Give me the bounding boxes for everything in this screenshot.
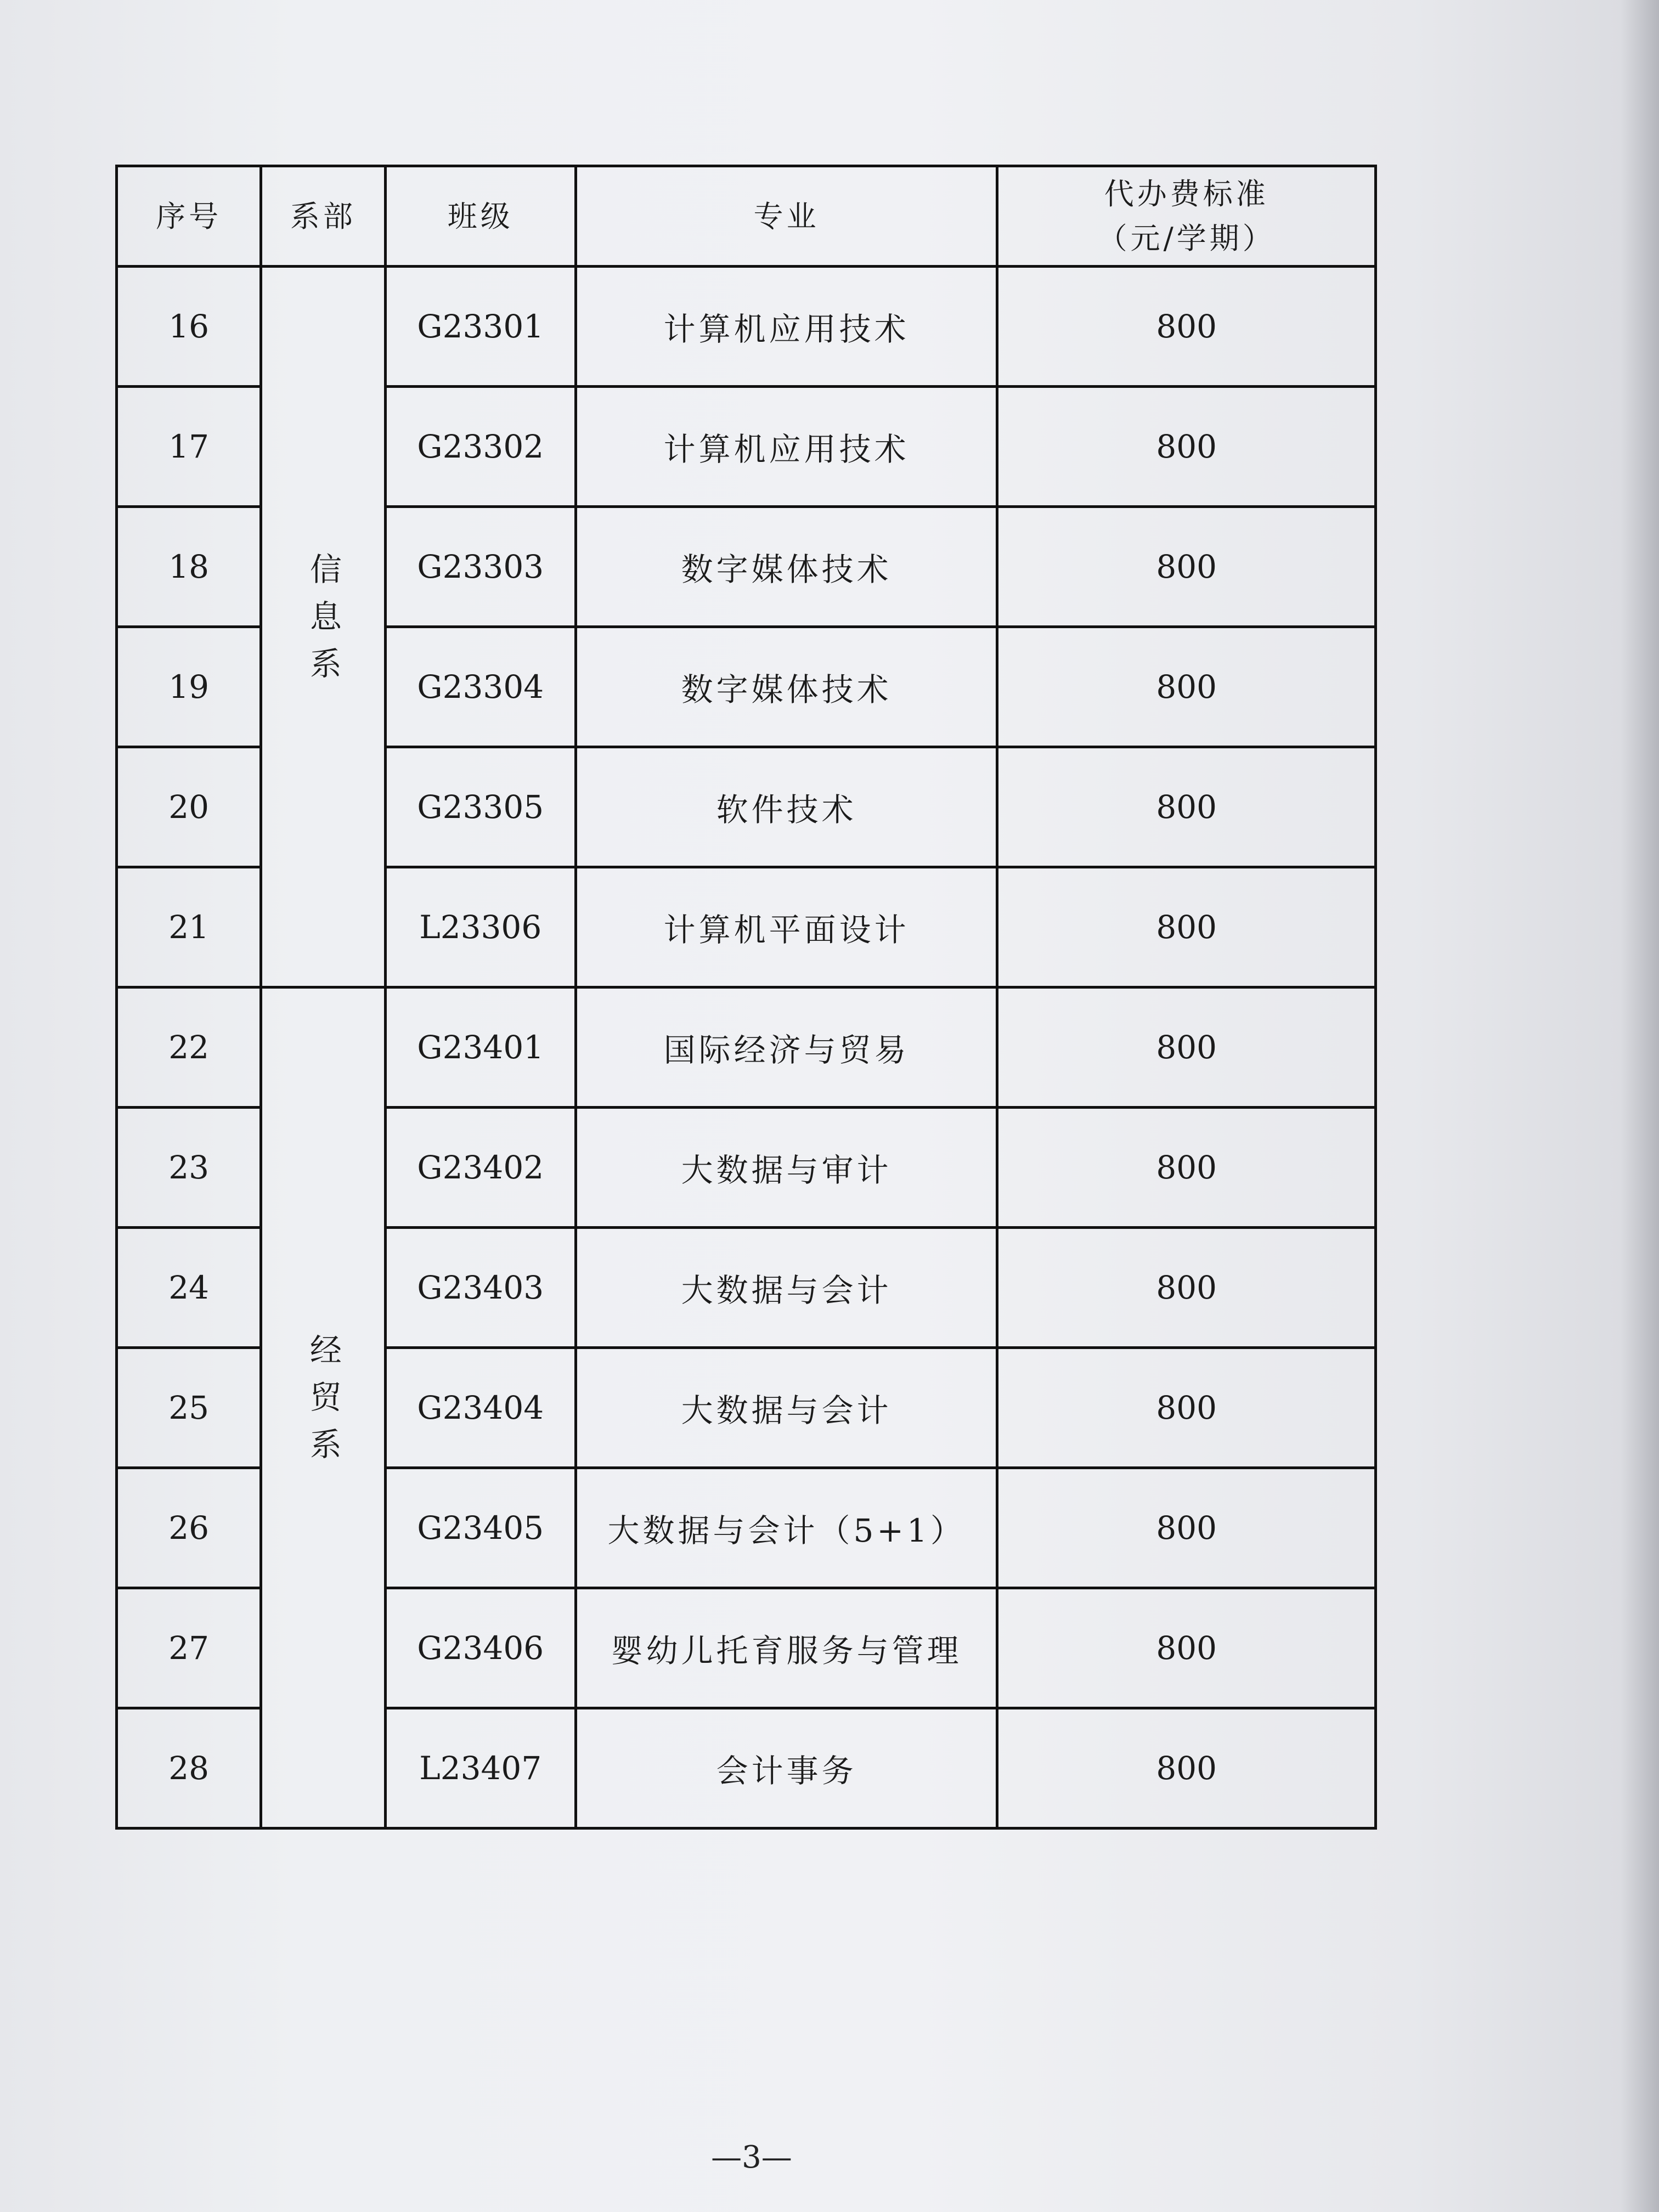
table-row xyxy=(117,988,1376,1108)
dept-label: 信息系 xyxy=(304,552,342,694)
header-class: 班级 xyxy=(385,166,575,267)
header-fee xyxy=(997,166,1376,267)
fee-standard-table xyxy=(115,165,1377,1830)
cell-seq: 21 xyxy=(117,867,261,988)
cell-seq: 20 xyxy=(117,747,261,867)
dept-label: 经贸系 xyxy=(304,1333,342,1475)
cell-seq: 26 xyxy=(117,1468,261,1588)
cell-class: G23302 xyxy=(385,387,575,507)
cell-fee: 800 xyxy=(997,1228,1376,1348)
paper-edge-shadow xyxy=(1621,0,1659,2212)
cell-major: 大数据与审计 xyxy=(575,1108,997,1228)
cell-fee: 800 xyxy=(997,988,1376,1108)
cell-fee: 800 xyxy=(997,387,1376,507)
cell-seq: 28 xyxy=(117,1708,261,1829)
table-header-row xyxy=(117,166,1376,267)
header-dept: 系部 xyxy=(261,166,385,267)
header-seq: 序号 xyxy=(117,166,261,267)
cell-fee: 800 xyxy=(997,267,1376,387)
table-body xyxy=(117,267,1376,1829)
cell-major: 婴幼儿托育服务与管理 xyxy=(575,1588,997,1708)
cell-major: 国际经济与贸易 xyxy=(575,988,997,1108)
cell-fee: 800 xyxy=(997,1708,1376,1829)
cell-fee: 800 xyxy=(997,1108,1376,1228)
cell-class: G23405 xyxy=(385,1468,575,1588)
table-row xyxy=(117,267,1376,387)
cell-seq: 22 xyxy=(117,988,261,1108)
cell-class: G23401 xyxy=(385,988,575,1108)
page-number: —3— xyxy=(711,2140,792,2175)
cell-major: 大数据与会计 xyxy=(575,1228,997,1348)
cell-seq: 16 xyxy=(117,267,261,387)
cell-major: 大数据与会计 xyxy=(575,1348,997,1468)
cell-seq: 19 xyxy=(117,627,261,747)
header-fee-line1: 代办费标准 xyxy=(1104,177,1269,211)
cell-major: 数字媒体技术 xyxy=(575,627,997,747)
cell-class: G23305 xyxy=(385,747,575,867)
cell-class: G23301 xyxy=(385,267,575,387)
cell-major: 大数据与会计（5+1） xyxy=(575,1468,997,1588)
header-major: 专业 xyxy=(575,166,997,267)
cell-seq: 23 xyxy=(117,1108,261,1228)
cell-class: G23402 xyxy=(385,1108,575,1228)
cell-fee: 800 xyxy=(997,507,1376,627)
cell-fee: 800 xyxy=(997,1588,1376,1708)
cell-seq: 27 xyxy=(117,1588,261,1708)
cell-seq: 25 xyxy=(117,1348,261,1468)
cell-class: G23404 xyxy=(385,1348,575,1468)
cell-class: G23403 xyxy=(385,1228,575,1348)
cell-dept xyxy=(261,988,385,1829)
cell-class: L23407 xyxy=(385,1708,575,1829)
cell-major: 软件技术 xyxy=(575,747,997,867)
cell-fee: 800 xyxy=(997,627,1376,747)
cell-major: 数字媒体技术 xyxy=(575,507,997,627)
header-fee-line2: （元/学期） xyxy=(1097,221,1276,256)
cell-fee: 800 xyxy=(997,1348,1376,1468)
cell-seq: 17 xyxy=(117,387,261,507)
cell-class: G23406 xyxy=(385,1588,575,1708)
cell-class: G23304 xyxy=(385,627,575,747)
cell-major: 计算机应用技术 xyxy=(575,267,997,387)
cell-class: G23303 xyxy=(385,507,575,627)
cell-class: L23306 xyxy=(385,867,575,988)
cell-major: 计算机平面设计 xyxy=(575,867,997,988)
cell-fee: 800 xyxy=(997,747,1376,867)
cell-major: 计算机应用技术 xyxy=(575,387,997,507)
cell-dept xyxy=(261,267,385,988)
cell-seq: 18 xyxy=(117,507,261,627)
cell-major: 会计事务 xyxy=(575,1708,997,1829)
cell-fee: 800 xyxy=(997,1468,1376,1588)
cell-fee: 800 xyxy=(997,867,1376,988)
cell-seq: 24 xyxy=(117,1228,261,1348)
